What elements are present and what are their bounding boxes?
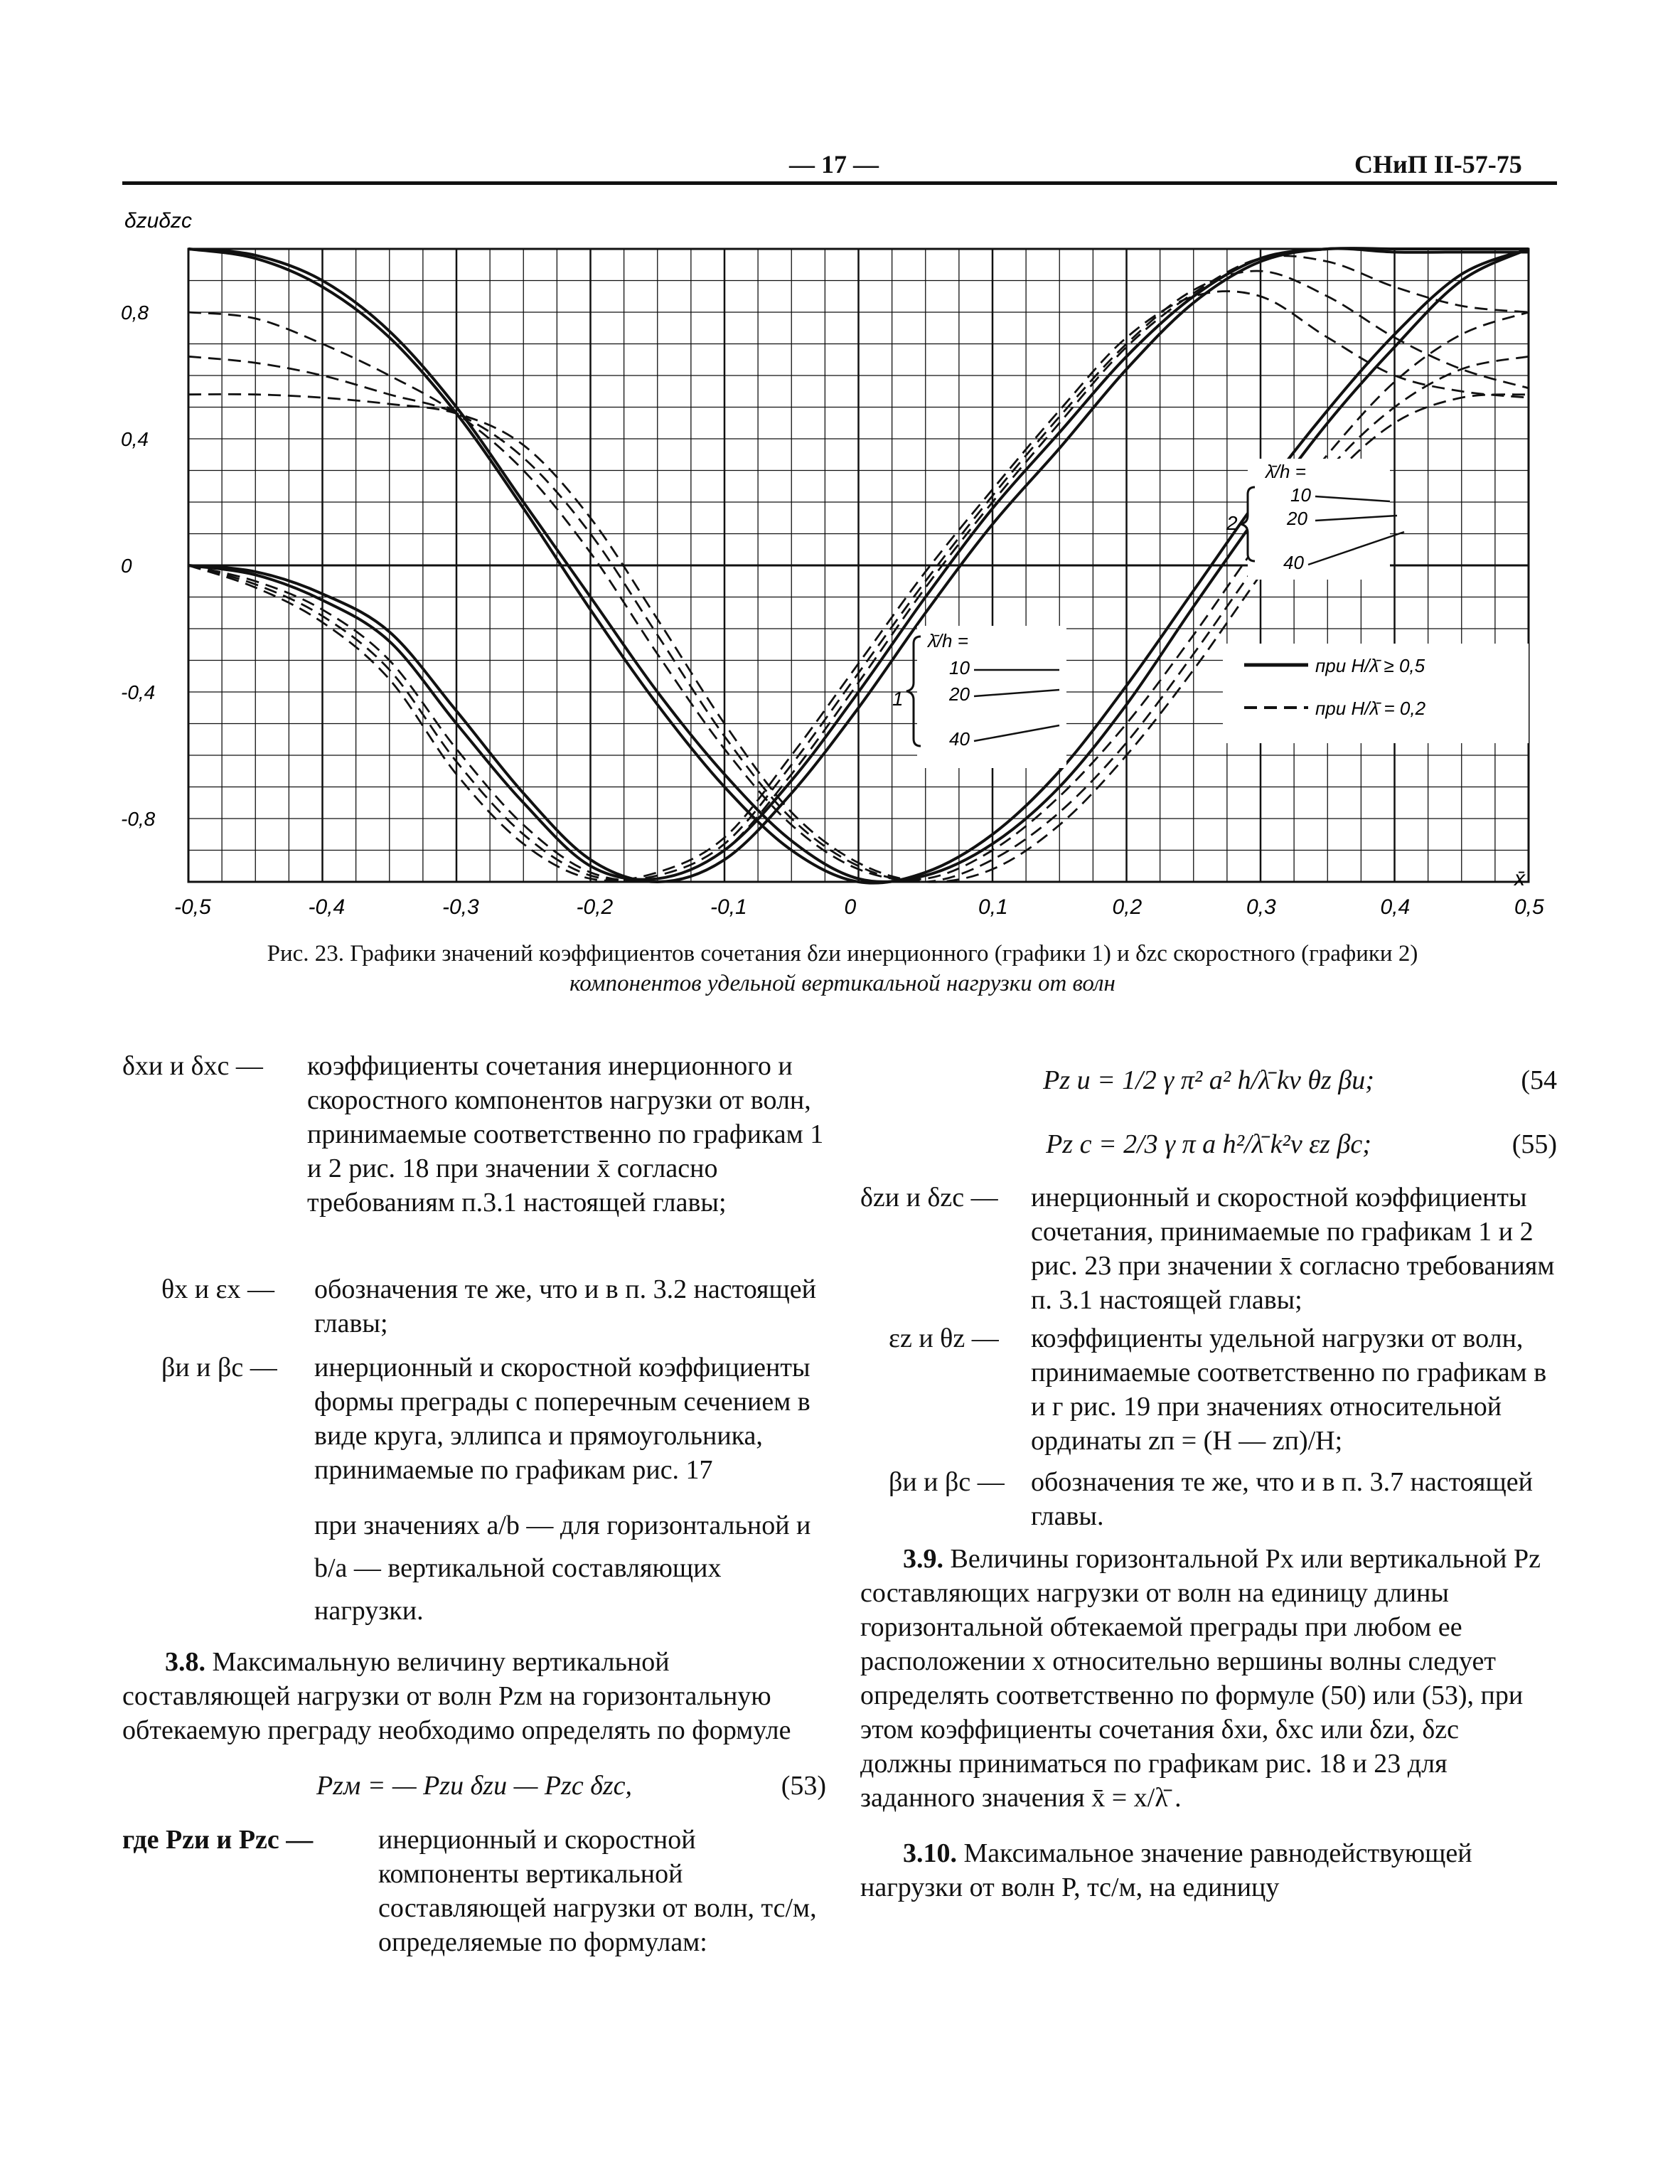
group2-value-1: 10 bbox=[1290, 484, 1311, 506]
paragraph-text: Максимальное значение равнодействующей нагрузки от волн P, тс/м, на единицу bbox=[860, 1838, 1472, 1902]
group1-value-2: 20 bbox=[949, 683, 970, 705]
paragraph-number: 3.9. bbox=[903, 1544, 943, 1574]
chart-legend bbox=[1223, 644, 1529, 743]
x-tick-label: -0,2 bbox=[576, 895, 614, 919]
definition-continuation: при значениях a/b — для горизонтальной и b/a — вертикальной составляющих нагрузки. bbox=[314, 1511, 811, 1626]
group1-value-3: 40 bbox=[949, 728, 970, 750]
x-tick-label: 0,5 bbox=[1514, 895, 1544, 919]
definition-term: δzи и δzc — bbox=[860, 1183, 998, 1213]
equation-53 bbox=[122, 1769, 826, 1818]
definition-term: βи и βc — bbox=[161, 1353, 277, 1383]
definition-text: обозначения те же, что и в п. 3.7 настоящей главы. bbox=[1031, 1467, 1533, 1531]
y-ticks bbox=[121, 302, 156, 830]
equation-54 bbox=[860, 1053, 1557, 1117]
y-tick-label: 0,8 bbox=[121, 302, 149, 324]
y-tick-label: -0,8 bbox=[121, 808, 156, 830]
paragraph-number: 3.8. bbox=[165, 1647, 205, 1677]
definition-text: инерционный и скоростной компоненты вертикальной составляющей нагрузки от волн, тс/м, определяемые по формулам: bbox=[378, 1825, 817, 1957]
group2-brace-label: 2 bbox=[1226, 512, 1238, 534]
equation-55 bbox=[860, 1117, 1557, 1181]
header-rule bbox=[122, 181, 1557, 185]
definition-text: инерционный и скоростной коэффициенты сочетания, принимаемые по графикам 1 и 2 рис. 23 при значении x̄ согласно требованиям п. 3.1 настоящей главы; bbox=[1031, 1183, 1555, 1315]
group1-brace-label: 1 bbox=[892, 688, 904, 710]
group1-header: λ̄/h = bbox=[928, 630, 968, 651]
definition-text: коэффициенты сочетания инерционного и скоростного компонентов нагрузки от волн, принимаемые соответственно по графикам 1 и 2 рис. 18 при значении x̄ согласно требованиям п.3.1 настоящей главы; bbox=[307, 1051, 824, 1218]
definition-delta-z bbox=[860, 1181, 1557, 1317]
definition-term: δxи и δxc — bbox=[122, 1051, 263, 1081]
definition-text: инерционный и скоростной коэффициенты формы преграды с поперечным сечением в виде круга, эллипса и прямоугольника, принимаемые по графикам рис. 17 bbox=[314, 1353, 810, 1485]
definition-pz bbox=[122, 1823, 826, 1959]
equation-formula: Pz и = 1/2 γ π² a² h/λ̄ kv θz βи; bbox=[1043, 1065, 1374, 1095]
document-code: СНиП II-57-75 bbox=[1354, 150, 1522, 179]
definition-text: обозначения те же, что и в п. 3.2 настоящей главы; bbox=[314, 1274, 816, 1338]
paragraph-number: 3.10. bbox=[903, 1838, 957, 1868]
page-number: — 17 — bbox=[789, 150, 879, 179]
legend-solid-text: при H/λ̄ ≥ 0,5 bbox=[1315, 655, 1425, 676]
x-ticks bbox=[174, 895, 1544, 919]
group1-annotation bbox=[892, 626, 1066, 768]
definition-delta-x bbox=[122, 1049, 826, 1262]
caption-line-2: компонентов удельной вертикальной нагрузки от волн bbox=[569, 971, 1115, 996]
equation-number: (55) bbox=[1512, 1129, 1557, 1159]
x-axis-label: x̄ bbox=[1514, 867, 1525, 890]
equation-number: (54 bbox=[1521, 1065, 1557, 1095]
group1-value-1: 10 bbox=[949, 657, 970, 678]
group2-header: λ̄/h = bbox=[1266, 461, 1306, 482]
paragraph-text: Максимальную величину вертикальной составляющей нагрузки от волн Pzм на горизонтальную обтекаемую преграду необходимо определять по формуле bbox=[122, 1647, 791, 1745]
x-tick-label: 0,2 bbox=[1112, 895, 1143, 919]
y-axis-label: δzиδzc bbox=[124, 209, 193, 233]
paragraph-3-9 bbox=[860, 1542, 1557, 1815]
coefficient-chart bbox=[114, 199, 1571, 939]
group2-annotation bbox=[1226, 459, 1404, 580]
x-tick-label: -0,4 bbox=[308, 895, 346, 919]
paragraph-text: Величины горизонтальной Px или вертикальной Pz составляющих нагрузки от волн на единицу длины горизонтальной обтекаемой преграды при любом ее расположении x относительно вершины волны следует определять соответственно по формуле (50) или (53), при этом коэффициенты сочетания δxи, δxc или δzи, δzc должны приниматься по графикам рис. 18 и 23 для заданного значения x̄ = x/λ̄ . bbox=[860, 1544, 1541, 1813]
definition-term: θx и εx — bbox=[161, 1274, 274, 1304]
group2-value-2: 20 bbox=[1287, 508, 1307, 529]
definition-term: где Pzи и Pzc — bbox=[122, 1825, 314, 1855]
equation-formula: Pz c = 2/3 γ π a h²/λ̄ k²v εz βc; bbox=[1046, 1129, 1371, 1159]
definition-term: εz и θz — bbox=[889, 1323, 999, 1353]
x-tick-label: -0,1 bbox=[710, 895, 747, 919]
right-column bbox=[860, 1053, 1557, 1905]
definition-epsilon-z bbox=[860, 1321, 1557, 1458]
left-column bbox=[122, 1049, 826, 1959]
definition-beta-right bbox=[860, 1465, 1557, 1533]
definition-theta-x bbox=[122, 1272, 826, 1341]
y-tick-label: 0 bbox=[121, 555, 132, 577]
equation-formula: Pzм = — Pzи δzи — Pzc δzc, bbox=[316, 1771, 633, 1801]
caption-line-1: Рис. 23. Графики значений коэффициентов сочетания δzи инерционного (графики 1) и δzc скоростного (графики 2) bbox=[267, 941, 1418, 966]
x-tick-label: -0,3 bbox=[442, 895, 479, 919]
paragraph-3-8 bbox=[122, 1645, 826, 1747]
x-tick-label: 0,3 bbox=[1246, 895, 1276, 919]
figure-caption bbox=[128, 939, 1557, 998]
x-tick-label: -0,5 bbox=[174, 895, 211, 919]
legend-dashed-text: при H/λ̄ = 0,2 bbox=[1315, 698, 1426, 719]
x-tick-label: 0,1 bbox=[978, 895, 1008, 919]
y-tick-label: -0,4 bbox=[121, 681, 156, 703]
y-tick-label: 0,4 bbox=[121, 428, 149, 450]
definition-text: коэффициенты удельной нагрузки от волн, принимаемые соответственно по графикам в и г рис. 19 при значениях относительной ординаты zп = (H — zп)/H; bbox=[1031, 1323, 1547, 1456]
paragraph-3-10 bbox=[860, 1836, 1557, 1905]
definition-beta bbox=[122, 1351, 826, 1632]
x-tick-label: 0,4 bbox=[1380, 895, 1411, 919]
equation-number: (53) bbox=[781, 1771, 826, 1801]
definition-term: βи и βc — bbox=[889, 1467, 1005, 1497]
group2-value-3: 40 bbox=[1283, 552, 1304, 573]
x-tick-label: 0 bbox=[844, 895, 857, 919]
